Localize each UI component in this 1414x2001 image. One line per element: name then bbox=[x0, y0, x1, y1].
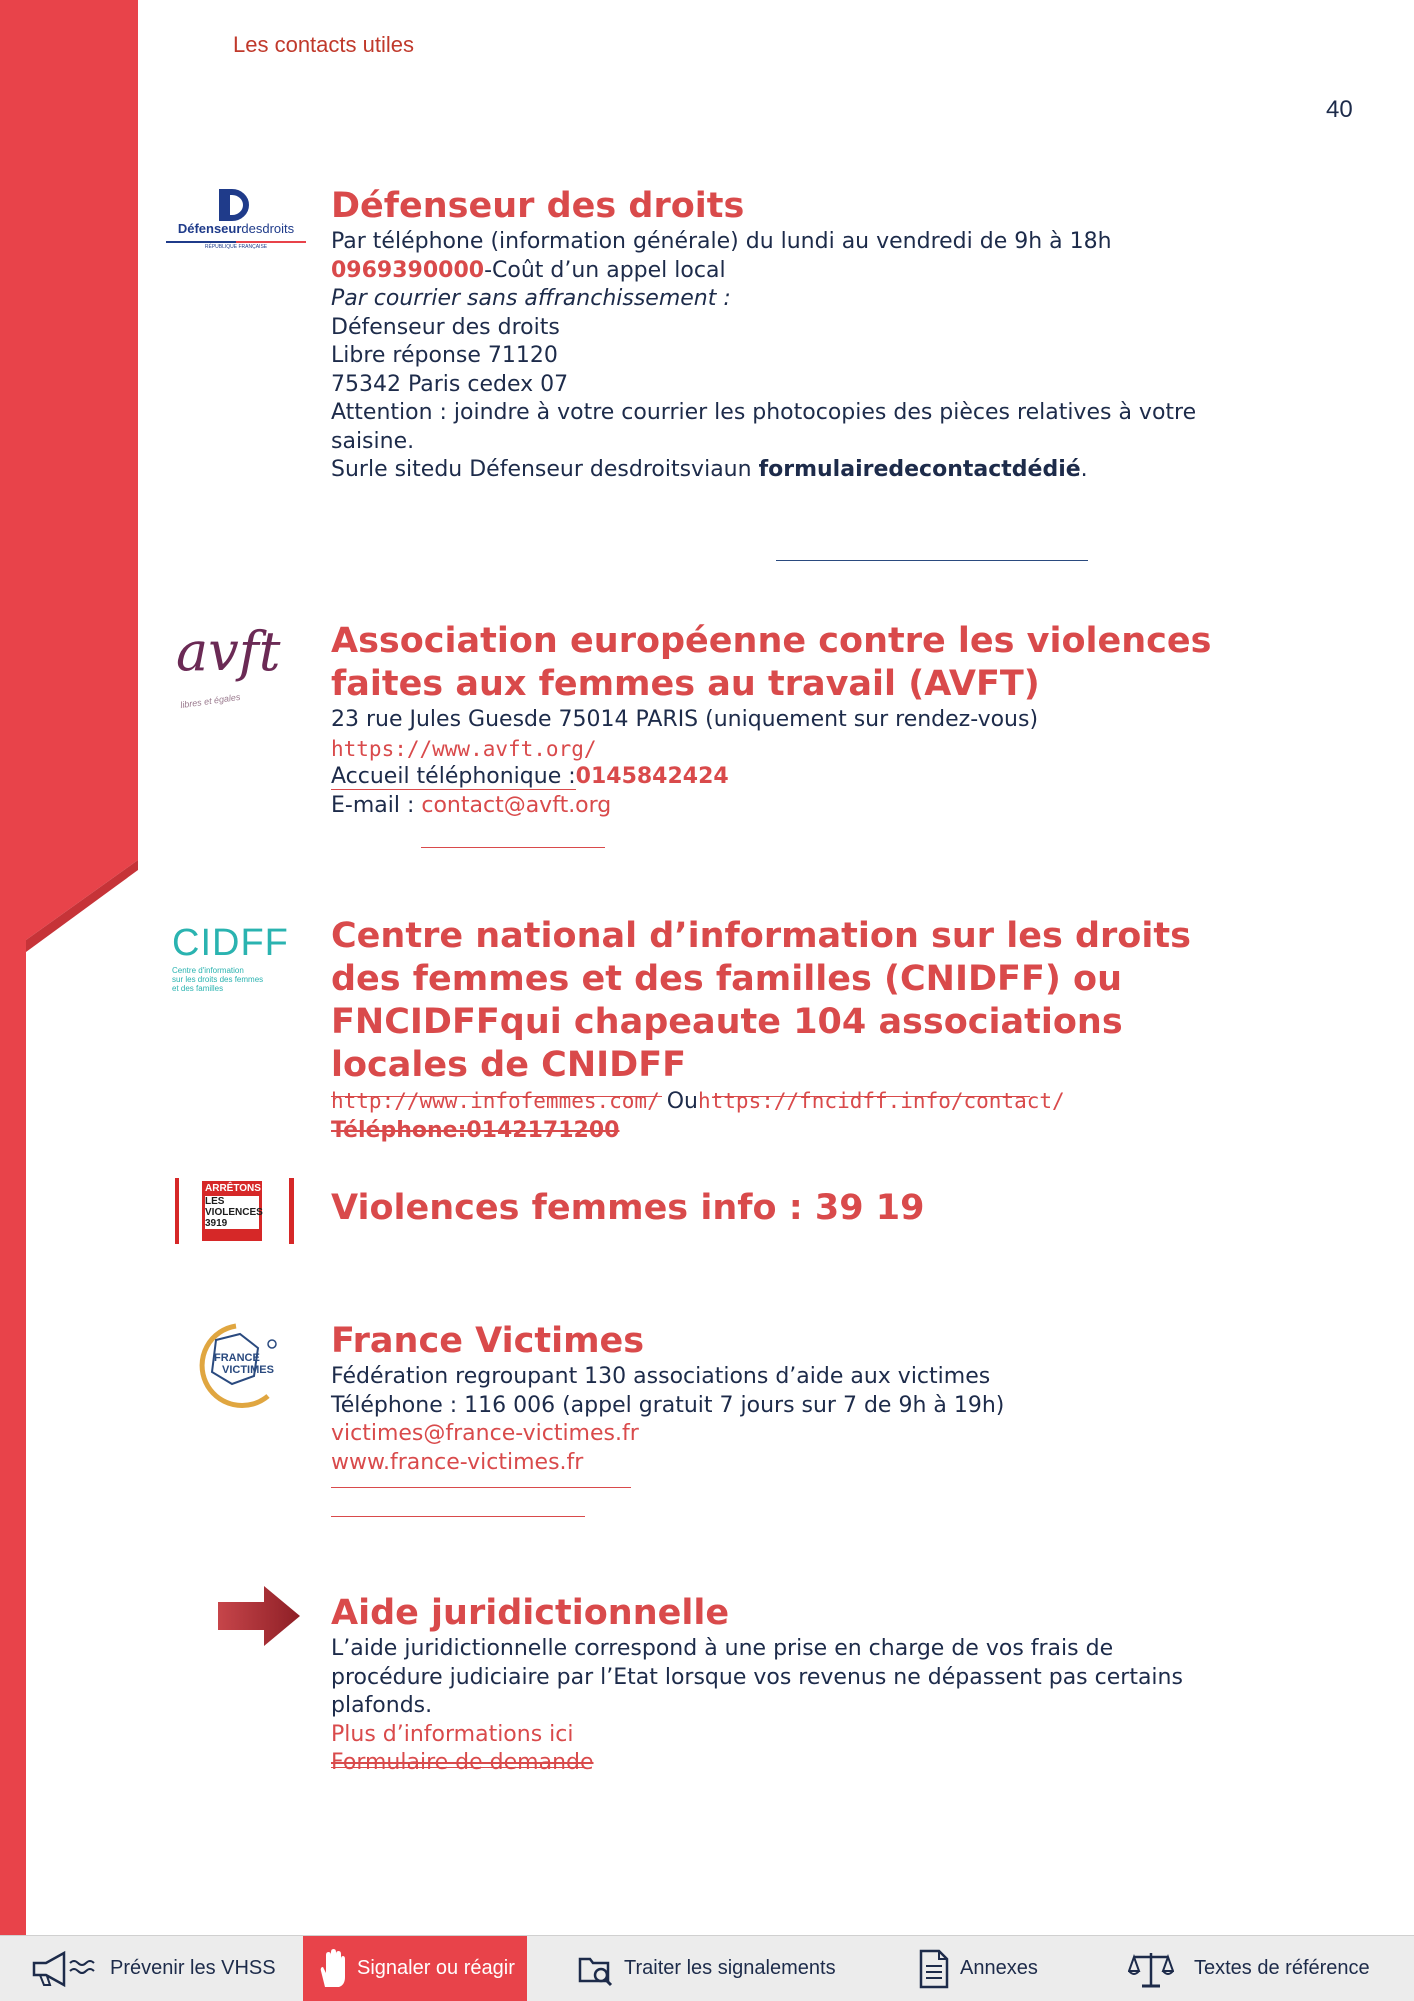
document-icon bbox=[918, 1949, 950, 1989]
footer-nav bbox=[0, 1935, 1414, 2001]
aide-more-info-link[interactable]: Plus d’informations ici bbox=[331, 1721, 574, 1747]
defenseur-attention: Attention : joindre à votre courrier les photocopies des pièces relatives à votre saisine. bbox=[331, 400, 1197, 454]
logo-bar-right bbox=[289, 1178, 294, 1244]
cnidff-url1-underline bbox=[331, 1096, 662, 1097]
cnidff-url-1[interactable]: http://www.infofemmes.com/ bbox=[331, 1089, 660, 1113]
defenseur-phone-line bbox=[331, 257, 1331, 286]
section-title-france-victimes: France Victimes bbox=[331, 1321, 645, 1361]
france-victimes-logo bbox=[188, 1318, 288, 1410]
cnidff-logo-sub-1: Centre d'information bbox=[172, 966, 244, 975]
violences-logo-line-1: ARRÊTONS bbox=[205, 1183, 261, 1194]
defenseur-site-line bbox=[331, 456, 1331, 485]
fv-url[interactable]: www.france-victimes.fr bbox=[331, 1449, 584, 1475]
violences-logo-line-3: VIOLENCES bbox=[205, 1207, 263, 1218]
page-number: 40 bbox=[1326, 96, 1353, 123]
section-title-defenseur: Défenseur des droits bbox=[331, 186, 745, 226]
avft-logo-text: avft bbox=[176, 620, 281, 683]
nav-signaler[interactable] bbox=[303, 1936, 527, 2001]
nav-textes[interactable] bbox=[1128, 1936, 1398, 2001]
nav-label-signaler: Signaler ou réagir bbox=[357, 1957, 515, 1979]
nav-label-prevenir: Prévenir les VHSS bbox=[110, 1957, 276, 1979]
arrow-icon bbox=[214, 1584, 304, 1648]
nav-label-traiter: Traiter les signalements bbox=[624, 1957, 836, 1979]
avft-logo-sub: libres et égales bbox=[179, 691, 241, 711]
avft-phone-line bbox=[331, 763, 1331, 792]
section-defenseur bbox=[331, 185, 1331, 485]
avft-email-underline bbox=[421, 847, 605, 848]
violences-logo-line-2: LES bbox=[205, 1196, 259, 1207]
megaphone-icon bbox=[30, 1949, 100, 1989]
defenseur-address-3: 75342 Paris cedex 07 bbox=[331, 371, 569, 397]
cnidff-logo-text: CIDFF bbox=[172, 922, 289, 964]
avft-url[interactable]: https://www.avft.org/ bbox=[331, 736, 597, 761]
header-title: Les contacts utiles bbox=[233, 32, 414, 57]
nav-label-textes: Textes de référence bbox=[1194, 1957, 1370, 1979]
cnidff-logo bbox=[172, 922, 312, 992]
defenseur-phone-cost: -Coût d’un appel local bbox=[484, 257, 726, 283]
avft-logo bbox=[170, 620, 300, 720]
defenseur-site-prefix: Surle sitedu Défenseur desdroitsviaun bbox=[331, 457, 759, 482]
defenseur-logo bbox=[166, 188, 306, 248]
nav-prevenir[interactable] bbox=[30, 1936, 290, 2001]
fv-phone: Téléphone : 116 006 (appel gratuit 7 jours sur 7 de 9h à 19h) bbox=[331, 1392, 1005, 1418]
section-france-victimes bbox=[331, 1320, 1331, 1477]
nav-label-annexes: Annexes bbox=[960, 1957, 1038, 1979]
nav-annexes[interactable] bbox=[918, 1936, 1098, 2001]
defenseur-logo-text: Défenseur bbox=[177, 221, 242, 236]
section-title-violences: Violences femmes info : 39 19 bbox=[331, 1188, 925, 1228]
sidebar-decoration bbox=[0, 0, 140, 1935]
defenseur-address-1: Défenseur des droits bbox=[331, 314, 560, 340]
avft-email[interactable]: contact@avft.org bbox=[421, 792, 612, 818]
cnidff-logo-sub-2: sur les droits des femmes bbox=[172, 975, 264, 984]
avft-address: 23 rue Jules Guesde 75014 PARIS (uniquement sur rendez-vous) bbox=[331, 707, 1039, 732]
avft-email-line bbox=[331, 792, 1331, 821]
fv-email[interactable]: victimes@france-victimes.fr bbox=[331, 1421, 639, 1446]
aide-form-link[interactable]: Formulaire de demande bbox=[331, 1750, 594, 1775]
defenseur-site-suffix: . bbox=[1080, 457, 1088, 482]
violences-3919-logo bbox=[175, 1178, 295, 1244]
violences-logo-line-4: 3919 bbox=[205, 1218, 259, 1229]
section-title-avft: Association européenne contre les violences faites aux femmes au travail (AVFT) bbox=[331, 621, 1212, 704]
defenseur-form-link[interactable]: formulairedecontactdédié bbox=[758, 457, 1081, 482]
defenseur-d-icon bbox=[166, 188, 306, 248]
section-aide bbox=[331, 1592, 1331, 1778]
divider-line bbox=[776, 560, 1088, 561]
avft-email-label: E-mail : bbox=[331, 792, 422, 818]
cnidff-or: Ou bbox=[659, 1089, 698, 1114]
section-title-aide: Aide juridictionnelle bbox=[331, 1593, 730, 1633]
section-avft bbox=[331, 620, 1331, 820]
cnidff-urls-line bbox=[331, 1087, 1331, 1117]
cnidff-url2-underline bbox=[714, 1096, 1030, 1097]
defenseur-hours: Par téléphone (information générale) du lundi au vendredi de 9h à 18h bbox=[331, 229, 1112, 254]
section-violences bbox=[331, 1187, 1331, 1230]
folder-search-icon bbox=[578, 1951, 614, 1987]
cnidff-logo-sub-3: et des familles bbox=[172, 984, 224, 993]
section-title-cnidff: Centre national d’information sur les droits des femmes et des familles (CNIDFF) ou FNCIDFFqui chapeaute 104 associations locales de CNIDFF bbox=[331, 916, 1191, 1085]
defenseur-logo-sub: RÉPUBLIQUE FRANÇAISE bbox=[204, 244, 268, 250]
defenseur-courrier: Par courrier sans affranchissement : bbox=[331, 286, 731, 311]
avft-phone[interactable]: 0145842424 bbox=[575, 764, 729, 789]
defenseur-address-2: Libre réponse 71120 bbox=[331, 343, 558, 368]
cnidff-url-2[interactable]: https://fncidff.info/contact/ bbox=[698, 1089, 1065, 1113]
aide-form-underline bbox=[331, 1767, 585, 1768]
avft-phone-label: Accueil téléphonique : bbox=[331, 764, 576, 789]
scales-icon bbox=[1128, 1949, 1174, 1989]
defenseur-logo-text-light: desdroits bbox=[241, 221, 295, 236]
hand-icon bbox=[317, 1949, 347, 1989]
fv-extra-underline bbox=[331, 1516, 585, 1517]
fv-url-underline bbox=[331, 1487, 631, 1488]
fv-description: Fédération regroupant 130 associations d’aide aux victimes bbox=[331, 1364, 991, 1389]
cnidff-phone[interactable]: Téléphone:0142171200 bbox=[331, 1117, 620, 1143]
nav-traiter[interactable] bbox=[578, 1936, 868, 2001]
defenseur-phone[interactable]: 0969390000 bbox=[331, 257, 485, 283]
section-cnidff bbox=[331, 915, 1331, 1145]
fv-logo-line-1: FRANCE bbox=[214, 1352, 260, 1364]
aide-text: L’aide juridictionnelle correspond à une prise en charge de vos frais de procédure judiciaire par l’Etat lorsque vos revenus ne dépassent pas certains plafonds. bbox=[331, 1636, 1183, 1718]
fv-logo-line-2: VICTIMES bbox=[222, 1364, 274, 1376]
logo-bar-left bbox=[175, 1178, 179, 1244]
